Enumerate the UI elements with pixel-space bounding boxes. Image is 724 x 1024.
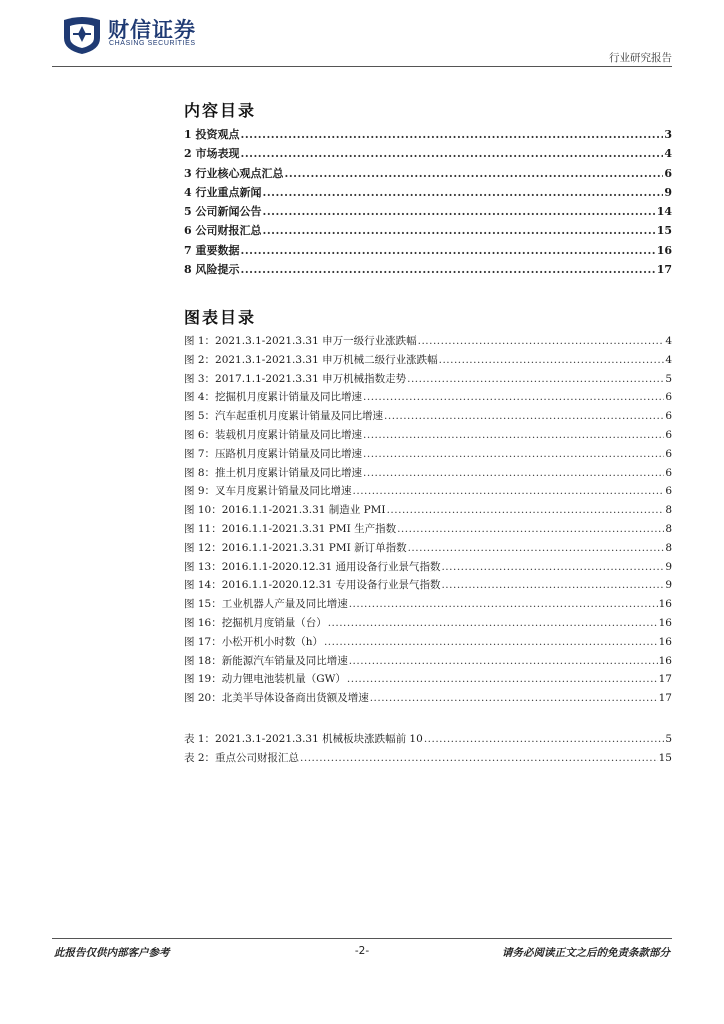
- figure-entry-page-number: 6: [665, 410, 672, 423]
- figure-entry-page-number: 9: [665, 560, 672, 573]
- dot-leader: [262, 205, 655, 218]
- figure-entry-page-number: 8: [665, 541, 672, 554]
- figure-entry-text: 图 6：装载机月度累计销量及同比增速: [184, 428, 363, 441]
- table-entry-text: 表 1：2021.3.1-2021.3.31 机械板块涨跌幅前 10: [184, 733, 423, 745]
- figure-entry[interactable]: [184, 690, 672, 709]
- figure-entry-text: 图 15：工业机器人产量及同比增速: [184, 598, 348, 611]
- dot-leader: [439, 354, 665, 366]
- table-entry[interactable]: [184, 750, 672, 769]
- figure-entry-text: 图 9：叉车月度累计销量及同比增速: [184, 485, 352, 498]
- toc-entry-text: 3 行业核心观点汇总: [184, 166, 284, 180]
- figure-entry[interactable]: [184, 408, 672, 427]
- toc-entry[interactable]: [184, 222, 672, 241]
- figure-entry-page-number: 6: [665, 466, 672, 479]
- figure-entry[interactable]: [184, 653, 672, 672]
- toc-title: 内容目录: [184, 101, 257, 120]
- figure-entry-page-number: 16: [658, 635, 672, 648]
- toc-entry-page-number: 3: [664, 128, 672, 141]
- figure-entry-text: 图 10：2016.1.1-2021.3.31 制造业 PMI: [184, 504, 386, 517]
- dot-leader: [441, 561, 664, 573]
- figure-entry-text: 图 1：2021.3.1-2021.3.31 申万一级行业涨跌幅: [184, 335, 417, 347]
- figure-entry-text: 图 2：2021.3.1-2021.3.31 申万机械二级行业涨跌幅: [184, 353, 438, 366]
- figure-entry[interactable]: [184, 371, 672, 390]
- figure-entry-page-number: 4: [665, 335, 672, 347]
- toc-entry[interactable]: [184, 184, 672, 203]
- figure-entry-page-number: 8: [665, 504, 672, 517]
- toc-entry-text: 7 重要数据: [184, 243, 240, 257]
- header-divider: [52, 66, 672, 67]
- figure-entry[interactable]: [184, 521, 672, 540]
- figure-entry[interactable]: [184, 615, 672, 634]
- report-type-label: 行业研究报告: [609, 52, 672, 64]
- dot-leader: [240, 147, 663, 160]
- figure-entry[interactable]: [184, 596, 672, 615]
- figure-entry-page-number: 6: [665, 485, 672, 498]
- dot-leader: [384, 410, 664, 422]
- toc-list: [184, 126, 672, 280]
- toc-entry-text: 1 投资观点: [184, 128, 240, 141]
- figure-entry[interactable]: [184, 502, 672, 521]
- figure-entry[interactable]: [184, 540, 672, 559]
- figure-entry-page-number: 8: [665, 522, 672, 535]
- dot-leader: [349, 598, 658, 610]
- dot-leader: [363, 429, 664, 441]
- table-list: [184, 731, 672, 769]
- dot-leader: [328, 617, 658, 629]
- page-number: -2-: [354, 945, 370, 957]
- figure-entry-text: 图 14：2016.1.1-2020.12.31 专用设备行业景气指数: [184, 579, 441, 592]
- figure-entry[interactable]: [184, 333, 672, 352]
- figure-entry-page-number: 5: [665, 372, 672, 385]
- figure-entry[interactable]: [184, 389, 672, 408]
- dot-leader: [240, 244, 655, 257]
- figure-entry-text: 图 12：2016.1.1-2021.3.31 PMI 新订单指数: [184, 541, 407, 554]
- figure-entry-text: 图 5：汽车起重机月度累计销量及同比增速: [184, 410, 384, 423]
- figure-entry-text: 图 11：2016.1.1-2021.3.31 PMI 生产指数: [184, 522, 397, 535]
- table-entry-page-number: 5: [665, 733, 672, 745]
- toc-entry[interactable]: [184, 261, 672, 280]
- figure-entry-text: 图 8：推土机月度累计销量及同比增速: [184, 466, 363, 479]
- dot-leader: [407, 373, 664, 385]
- toc-entry-page-number: 6: [664, 166, 672, 180]
- figure-entry[interactable]: [184, 465, 672, 484]
- dot-leader: [349, 655, 658, 667]
- page-header: [0, 0, 724, 70]
- figure-entry[interactable]: [184, 446, 672, 465]
- dot-leader: [418, 335, 665, 347]
- figure-entry-text: 图 4：挖掘机月度累计销量及同比增速: [184, 391, 363, 404]
- toc-entry-text: 6 公司财报汇总: [184, 224, 262, 238]
- figure-entry[interactable]: [184, 483, 672, 502]
- toc-entry[interactable]: [184, 126, 672, 145]
- table-entry-page-number: 15: [658, 751, 672, 764]
- figure-entry-page-number: 6: [665, 447, 672, 460]
- dot-leader: [324, 636, 658, 648]
- figure-entry-text: 图 18：新能源汽车销量及同比增速: [184, 654, 348, 667]
- figure-entry[interactable]: [184, 352, 672, 371]
- figure-entry-page-number: 6: [665, 391, 672, 404]
- figure-entry[interactable]: [184, 559, 672, 578]
- dot-leader: [363, 448, 664, 460]
- figure-entry-page-number: 6: [665, 428, 672, 441]
- dot-leader: [363, 467, 664, 479]
- footer-divider: [52, 938, 672, 939]
- footer-disclaimer-left: 此报告仅供内部客户参考: [54, 947, 170, 959]
- toc-entry-page-number: 9: [664, 185, 672, 199]
- dot-leader: [240, 128, 663, 141]
- logo-chinese-name: 财信证券: [108, 18, 196, 42]
- dot-leader: [262, 186, 663, 199]
- dot-leader: [353, 485, 665, 497]
- figure-entry-page-number: 4: [665, 353, 672, 366]
- figure-entry-page-number: 16: [658, 654, 672, 667]
- dot-leader: [347, 673, 658, 685]
- figure-entry[interactable]: [184, 671, 672, 690]
- figure-entry[interactable]: [184, 634, 672, 653]
- figure-entry[interactable]: [184, 427, 672, 446]
- figure-entry[interactable]: [184, 577, 672, 596]
- figure-entry-page-number: 16: [658, 598, 672, 611]
- figure-entry-text: 图 7：压路机月度累计销量及同比增速: [184, 447, 363, 460]
- figure-entry-text: 图 17：小松开机小时数（h）: [184, 635, 323, 648]
- figure-entry-page-number: 9: [665, 579, 672, 592]
- dot-leader: [240, 263, 655, 276]
- figure-entry-text: 图 13：2016.1.1-2020.12.31 通用设备行业景气指数: [184, 560, 441, 573]
- figure-entry-text: 图 16：挖掘机月度销量（台）: [184, 616, 327, 629]
- dot-leader: [300, 752, 658, 764]
- toc-entry-text: 5 公司新闻公告: [184, 205, 262, 219]
- dot-leader: [284, 167, 663, 180]
- dot-leader: [408, 542, 665, 554]
- figure-entry-page-number: 17: [658, 673, 672, 686]
- figure-list: [184, 333, 672, 709]
- toc-entry-page-number: 4: [664, 147, 672, 161]
- toc-entry-page-number: 14: [656, 205, 672, 219]
- figure-entry-text: 图 19：动力锂电池装机量（GW）: [184, 673, 346, 686]
- toc-entry-text: 8 风险提示: [184, 263, 240, 277]
- toc-entry[interactable]: [184, 242, 672, 261]
- table-entry-text: 表 2：重点公司财报汇总: [184, 751, 300, 764]
- table-entry[interactable]: [184, 731, 672, 750]
- dot-leader: [363, 391, 664, 403]
- figure-entry-page-number: 16: [658, 616, 672, 629]
- toc-entry-page-number: 15: [656, 224, 672, 238]
- toc-entry[interactable]: [184, 203, 672, 222]
- figure-entry-text: 图 3：2017.1.1-2021.3.31 申万机械指数走势: [184, 372, 407, 385]
- dot-leader: [370, 692, 658, 704]
- toc-entry[interactable]: [184, 145, 672, 164]
- toc-entry[interactable]: [184, 165, 672, 184]
- figure-entry-page-number: 17: [658, 692, 672, 705]
- toc-entry-text: 4 行业重点新闻: [184, 185, 262, 199]
- company-logo-icon: [60, 12, 104, 56]
- dot-leader: [397, 523, 664, 535]
- toc-entry-page-number: 16: [656, 243, 672, 257]
- toc-entry-page-number: 17: [656, 263, 672, 277]
- dot-leader: [387, 504, 665, 516]
- figure-list-title: 图表目录: [184, 308, 257, 327]
- dot-leader: [424, 733, 665, 745]
- figure-entry-text: 图 20：北美半导体设备商出货额及增速: [184, 692, 369, 705]
- dot-leader: [262, 224, 655, 237]
- toc-entry-text: 2 市场表现: [184, 147, 240, 161]
- footer-disclaimer-right: 请务必阅读正文之后的免责条款部分: [502, 947, 670, 959]
- logo-english-name: CHASING SECURITIES: [109, 40, 196, 47]
- dot-leader: [441, 579, 664, 591]
